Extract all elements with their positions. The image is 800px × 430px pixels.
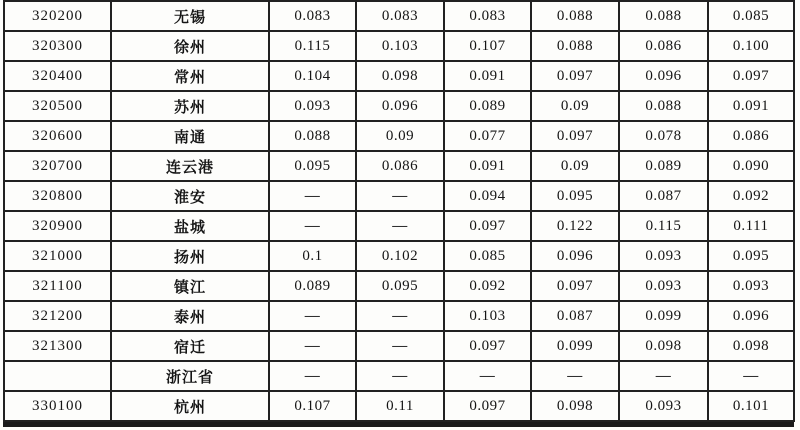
value-cell: 0.096 [531, 241, 619, 271]
value-cell: 0.096 [619, 61, 708, 91]
no-data-dash-cell: — [269, 301, 356, 331]
value-cell: 0.077 [444, 121, 531, 151]
value-cell: 0.094 [444, 181, 531, 211]
table-row [4, 91, 794, 121]
region-code-cell: 330100 [4, 391, 111, 421]
value-cell: 0.096 [708, 301, 794, 331]
value-cell: 0.09 [356, 121, 444, 151]
no-data-dash-cell: — [269, 361, 356, 391]
table-row [4, 301, 794, 331]
value-cell: 0.097 [444, 391, 531, 421]
value-cell: 0.095 [531, 181, 619, 211]
value-cell: 0.097 [531, 61, 619, 91]
value-cell: 0.097 [708, 61, 794, 91]
city-name-cell: 连云港 [111, 151, 269, 181]
value-cell: 0.098 [531, 391, 619, 421]
no-data-dash-cell: — [269, 211, 356, 241]
city-name-cell: 南通 [111, 121, 269, 151]
no-data-dash-cell: — [531, 361, 619, 391]
value-cell: 0.088 [619, 91, 708, 121]
value-cell: 0.086 [708, 121, 794, 151]
region-code-cell: 320800 [4, 181, 111, 211]
city-name-cell: 淮安 [111, 181, 269, 211]
value-cell: 0.083 [444, 1, 531, 31]
value-cell: 0.089 [444, 91, 531, 121]
value-cell: 0.090 [708, 151, 794, 181]
value-cell: 0.093 [708, 271, 794, 301]
value-cell: 0.088 [269, 121, 356, 151]
value-cell: 0.088 [531, 31, 619, 61]
table-row [4, 1, 794, 31]
no-data-dash-cell: — [708, 361, 794, 391]
city-name-cell: 盐城 [111, 211, 269, 241]
table-row [4, 241, 794, 271]
value-cell: 0.091 [444, 61, 531, 91]
region-code-cell: 320400 [4, 61, 111, 91]
region-code-cell: 321200 [4, 301, 111, 331]
region-code-cell: 321000 [4, 241, 111, 271]
value-cell: 0.115 [619, 211, 708, 241]
value-cell: 0.098 [708, 331, 794, 361]
region-code-cell: 320300 [4, 31, 111, 61]
value-cell: 0.097 [531, 121, 619, 151]
value-cell: 0.093 [619, 271, 708, 301]
value-cell: 0.097 [444, 211, 531, 241]
value-cell: 0.122 [531, 211, 619, 241]
no-data-dash-cell: — [269, 331, 356, 361]
value-cell: 0.087 [531, 301, 619, 331]
value-cell: 0.111 [708, 211, 794, 241]
value-cell: 0.091 [708, 91, 794, 121]
value-cell: 0.11 [356, 391, 444, 421]
city-name-cell: 泰州 [111, 301, 269, 331]
table-row [4, 151, 794, 181]
no-data-dash-cell: — [269, 181, 356, 211]
value-cell: 0.097 [444, 331, 531, 361]
value-cell: 0.103 [444, 301, 531, 331]
table-body [4, 1, 794, 421]
region-code-cell [4, 361, 111, 391]
value-cell: 0.087 [619, 181, 708, 211]
value-cell: 0.086 [619, 31, 708, 61]
value-cell: 0.104 [269, 61, 356, 91]
value-cell: 0.085 [444, 241, 531, 271]
value-cell: 0.089 [269, 271, 356, 301]
value-cell: 0.101 [708, 391, 794, 421]
value-cell: 0.085 [708, 1, 794, 31]
table-row [4, 271, 794, 301]
value-cell: 0.083 [356, 1, 444, 31]
table-row [4, 121, 794, 151]
table-row [4, 391, 794, 421]
city-name-cell: 宿迁 [111, 331, 269, 361]
no-data-dash-cell: — [356, 361, 444, 391]
city-name-cell: 苏州 [111, 91, 269, 121]
value-cell: 0.107 [269, 391, 356, 421]
region-code-cell: 320500 [4, 91, 111, 121]
value-cell: 0.089 [619, 151, 708, 181]
city-name-cell: 杭州 [111, 391, 269, 421]
region-data-table [3, 0, 795, 422]
region-code-cell: 321100 [4, 271, 111, 301]
value-cell: 0.088 [619, 1, 708, 31]
value-cell: 0.093 [619, 241, 708, 271]
value-cell: 0.095 [708, 241, 794, 271]
table-row [4, 61, 794, 91]
value-cell: 0.103 [356, 31, 444, 61]
table-row [4, 361, 794, 391]
value-cell: 0.091 [444, 151, 531, 181]
value-cell: 0.107 [444, 31, 531, 61]
city-name-cell: 扬州 [111, 241, 269, 271]
no-data-dash-cell: — [619, 361, 708, 391]
region-code-cell: 320600 [4, 121, 111, 151]
value-cell: 0.098 [356, 61, 444, 91]
table-row [4, 181, 794, 211]
city-name-cell: 镇江 [111, 271, 269, 301]
value-cell: 0.083 [269, 1, 356, 31]
no-data-dash-cell: — [356, 181, 444, 211]
region-code-cell: 321300 [4, 331, 111, 361]
city-name-cell: 无锡 [111, 1, 269, 31]
value-cell: 0.098 [619, 331, 708, 361]
value-cell: 0.097 [531, 271, 619, 301]
value-cell: 0.09 [531, 151, 619, 181]
value-cell: 0.095 [269, 151, 356, 181]
value-cell: 0.078 [619, 121, 708, 151]
no-data-dash-cell: — [356, 331, 444, 361]
value-cell: 0.093 [619, 391, 708, 421]
value-cell: 0.092 [708, 181, 794, 211]
table-row [4, 31, 794, 61]
no-data-dash-cell: — [444, 361, 531, 391]
city-name-cell: 徐州 [111, 31, 269, 61]
value-cell: 0.115 [269, 31, 356, 61]
value-cell: 0.09 [531, 91, 619, 121]
region-code-cell: 320700 [4, 151, 111, 181]
value-cell: 0.093 [269, 91, 356, 121]
value-cell: 0.102 [356, 241, 444, 271]
value-cell: 0.099 [619, 301, 708, 331]
value-cell: 0.1 [269, 241, 356, 271]
no-data-dash-cell: — [356, 301, 444, 331]
table-row [4, 331, 794, 361]
value-cell: 0.086 [356, 151, 444, 181]
value-cell: 0.100 [708, 31, 794, 61]
city-name-cell: 浙江省 [111, 361, 269, 391]
value-cell: 0.088 [531, 1, 619, 31]
region-code-cell: 320900 [4, 211, 111, 241]
value-cell: 0.096 [356, 91, 444, 121]
table-border-frame [3, 0, 794, 427]
city-name-cell: 常州 [111, 61, 269, 91]
table-row [4, 211, 794, 241]
value-cell: 0.092 [444, 271, 531, 301]
value-cell: 0.095 [356, 271, 444, 301]
region-code-cell: 320200 [4, 1, 111, 31]
no-data-dash-cell: — [356, 211, 444, 241]
value-cell: 0.099 [531, 331, 619, 361]
